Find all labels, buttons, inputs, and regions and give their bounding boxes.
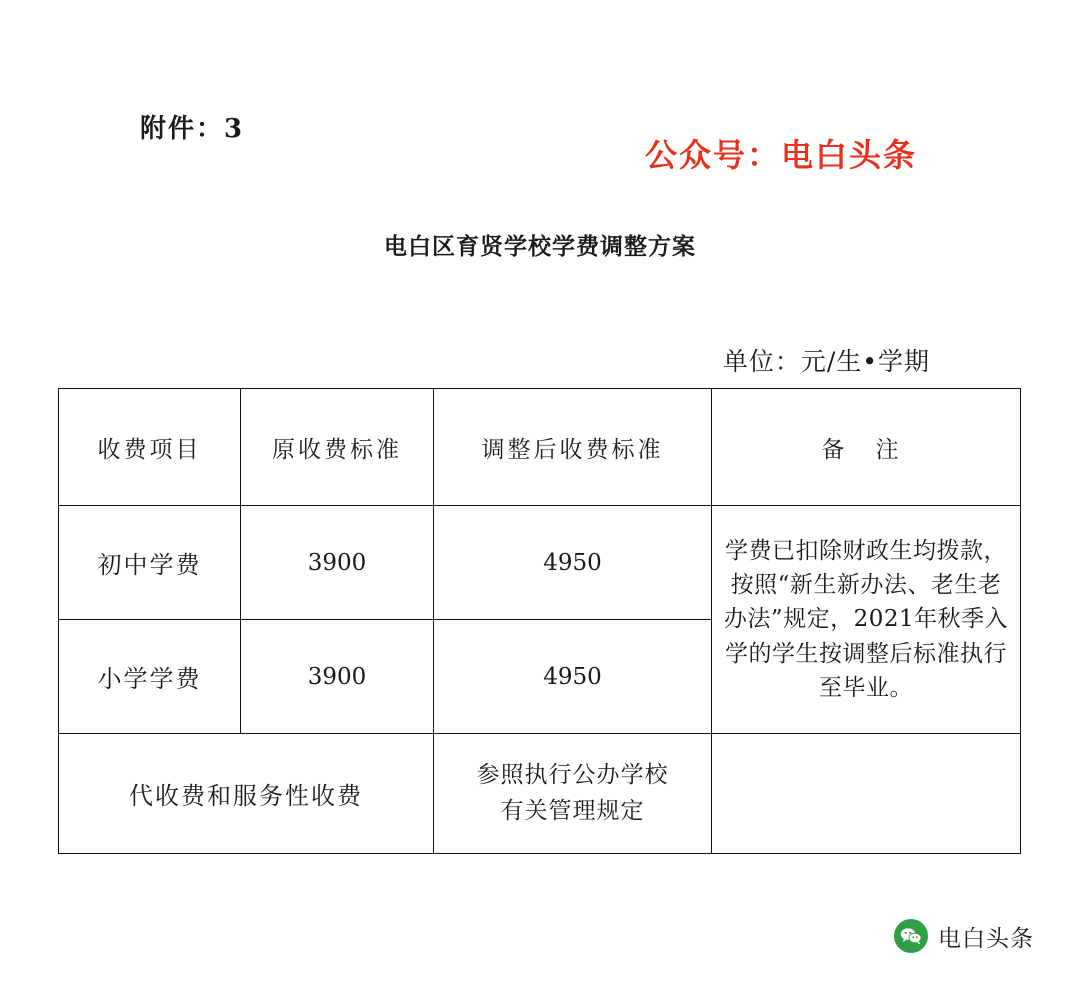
unit-note: 单位：元/生•学期 <box>722 347 930 376</box>
wechat-icon <box>894 919 928 953</box>
footer-badge <box>894 919 1034 953</box>
cell-note-tuition: 学费已扣除财政生均拨款，按照“新生新办法、老生老办法”规定，2021年秋季入学的学生按调整后标准执行至毕业。 <box>712 506 1021 734</box>
cell-original-primary-school: 3900 <box>241 620 434 734</box>
cell-item-middle-school: 初中学费 <box>59 506 241 620</box>
cell-item-primary-school: 小学学费 <box>59 620 241 734</box>
cell-original-middle-school: 3900 <box>241 506 434 620</box>
page-title: 电白区育贤学校学费调整方案 <box>384 233 696 260</box>
agency-fee-line-2: 有关管理规定 <box>500 797 645 824</box>
cell-adjusted-primary-school: 4950 <box>434 620 712 734</box>
attachment-label: 附件：3 <box>140 114 245 144</box>
table-row <box>59 506 1021 620</box>
column-header-adjusted: 调整后收费标准 <box>434 389 712 506</box>
cell-adjusted-middle-school: 4950 <box>434 506 712 620</box>
column-header-original: 原收费标准 <box>241 389 434 506</box>
cell-note-agency-service-fees <box>712 734 1021 854</box>
cell-item-agency-service-fees: 代收费和服务性收费 <box>59 734 434 854</box>
column-header-note: 备 注 <box>712 389 1021 506</box>
watermark-public-account: 公众号：电白头条 <box>645 136 918 174</box>
fee-adjustment-table <box>58 388 1021 854</box>
column-header-item: 收费项目 <box>59 389 241 506</box>
table-header-row <box>59 389 1021 506</box>
agency-fee-line-1: 参照执行公办学校 <box>476 761 669 788</box>
footer-badge-label: 电白头条 <box>938 925 1034 952</box>
table-row <box>59 734 1021 854</box>
cell-adjusted-agency-service-fees <box>434 734 712 854</box>
